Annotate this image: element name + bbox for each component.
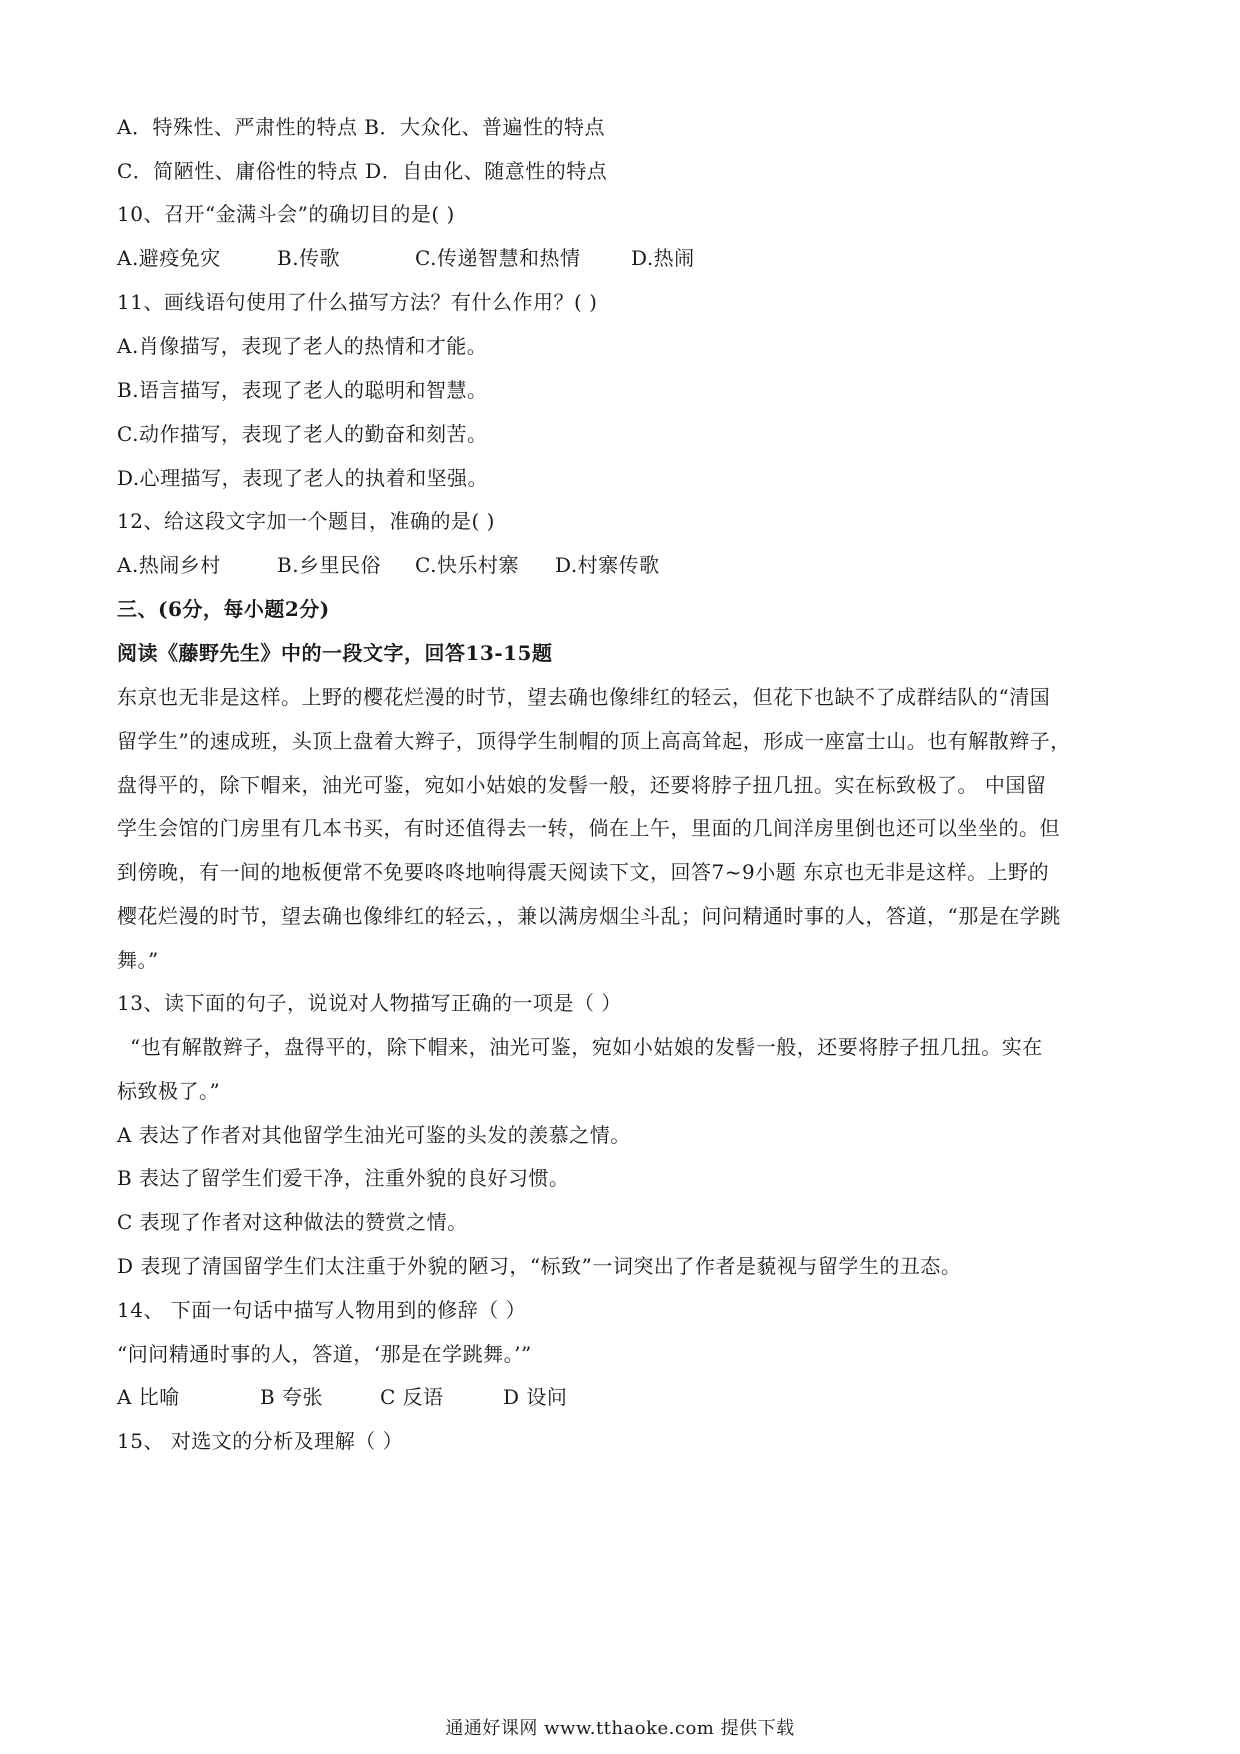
passage-line: 樱花烂漫的时节，望去确也像绯红的轻云，，兼以满房烟尘斗乱；问问精通时事的人，答道，“那是在学跳 bbox=[117, 904, 1061, 928]
q13-option-b: B 表达了留学生们爱干净，注重外貌的良好习惯。 bbox=[117, 1166, 570, 1190]
q13-option-d: D 表现了清国留学生们太注重于外貌的陋习，“标致”一词突出了作者是藐视与留学生的丑态。 bbox=[117, 1254, 962, 1278]
q13-option-c: C 表现了作者对这种做法的赞赏之情。 bbox=[117, 1210, 468, 1234]
q11-option-d: D.心理描写，表现了老人的执着和坚强。 bbox=[117, 466, 489, 490]
q12-option-a: A.热闹乡村 bbox=[117, 553, 221, 577]
q10-option-b: B.传歌 bbox=[277, 246, 341, 270]
passage-line: 学生会馆的门房里有几本书买，有时还值得去一转，倘在上午，里面的几间洋房里倒也还可以坐坐的。但 bbox=[117, 816, 1060, 840]
q10-question: 10、召开“金满斗会”的确切目的是( ) bbox=[117, 202, 455, 226]
q13-quote-line-1: “也有解散辫子，盘得平的，除下帽来，油光可鉴，宛如小姑娘的发髻一般，还要将脖子扭几扭。实在 bbox=[130, 1035, 1043, 1059]
q15-question: 15、 对选文的分析及理解（ ） bbox=[117, 1429, 404, 1453]
q11-option-c: C.动作描写，表现了老人的勤奋和刻苦。 bbox=[117, 422, 488, 446]
page-footer: 通通好课网 www.tthaoke.com 提供下载 bbox=[445, 1718, 795, 1739]
passage-line: 东京也无非是这样。上野的樱花烂漫的时节，望去确也像绯红的轻云，但花下也缺不了成群结队的“清国 bbox=[117, 685, 1051, 709]
q9-option-line-2: C．简陋性、庸俗性的特点 D．自由化、随意性的特点 bbox=[117, 159, 608, 183]
section-3-heading: 三、(6分，每小题2分) bbox=[117, 597, 330, 621]
q11-option-b: B.语言描写，表现了老人的聪明和智慧。 bbox=[117, 378, 488, 402]
q12-option-b: B.乡里民俗 bbox=[277, 553, 382, 577]
q12-option-d: D.村寨传歌 bbox=[555, 553, 660, 577]
q10-option-a: A.避疫免灾 bbox=[117, 246, 221, 270]
q14-option-c: C 反语 bbox=[380, 1385, 444, 1409]
q14-quote: “问问精通时事的人，答道，‘那是在学跳舞。’” bbox=[117, 1342, 532, 1366]
q14-option-a: A 比喻 bbox=[117, 1385, 180, 1409]
q10-options bbox=[117, 243, 695, 273]
q12-options bbox=[117, 550, 660, 580]
passage-line: 盘得平的，除下帽来，油光可鉴，宛如小姑娘的发髻一般，还要将脖子扭几扭。实在标致极了。 中国留 bbox=[117, 773, 1047, 797]
q14-question: 14、 下面一句话中描写人物用到的修辞（ ） bbox=[117, 1298, 527, 1322]
passage-line: 舞。” bbox=[117, 948, 159, 972]
q12-question: 12、给这段文字加一个题目，准确的是( ) bbox=[117, 509, 495, 533]
q9-option-line-1: A．特殊性、严肃性的特点 B．大众化、普遍性的特点 bbox=[117, 115, 605, 139]
q13-quote-line-2: 标致极了。” bbox=[117, 1079, 221, 1103]
q11-question: 11、画线语句使用了什么描写方法？有什么作用？( ) bbox=[117, 290, 598, 314]
q10-option-d: D.热闹 bbox=[631, 246, 695, 270]
passage-line: 到傍晚，有一间的地板便常不免要咚咚地响得震天阅读下文，回答7~9小题 东京也无非是这样。上野的 bbox=[117, 860, 1050, 884]
q12-option-c: C.快乐村寨 bbox=[415, 553, 519, 577]
q13-question: 13、读下面的句子，说说对人物描写正确的一项是（ ） bbox=[117, 991, 622, 1015]
q14-options bbox=[117, 1382, 567, 1412]
passage-line: 留学生”的速成班，头顶上盘着大辫子，顶得学生制帽的顶上高高耸起，形成一座富士山。也有解散辫子， bbox=[117, 729, 1071, 753]
q14-option-b: B 夸张 bbox=[260, 1385, 324, 1409]
q13-option-a: A 表达了作者对其他留学生油光可鉴的头发的羡慕之情。 bbox=[117, 1123, 631, 1147]
q14-option-d: D 设问 bbox=[503, 1385, 568, 1409]
q11-option-a: A.肖像描写，表现了老人的热情和才能。 bbox=[117, 334, 488, 358]
section-3-instruction: 阅读《藤野先生》中的一段文字，回答13-15题 bbox=[117, 641, 553, 665]
q10-option-c: C.传递智慧和热情 bbox=[415, 246, 581, 270]
